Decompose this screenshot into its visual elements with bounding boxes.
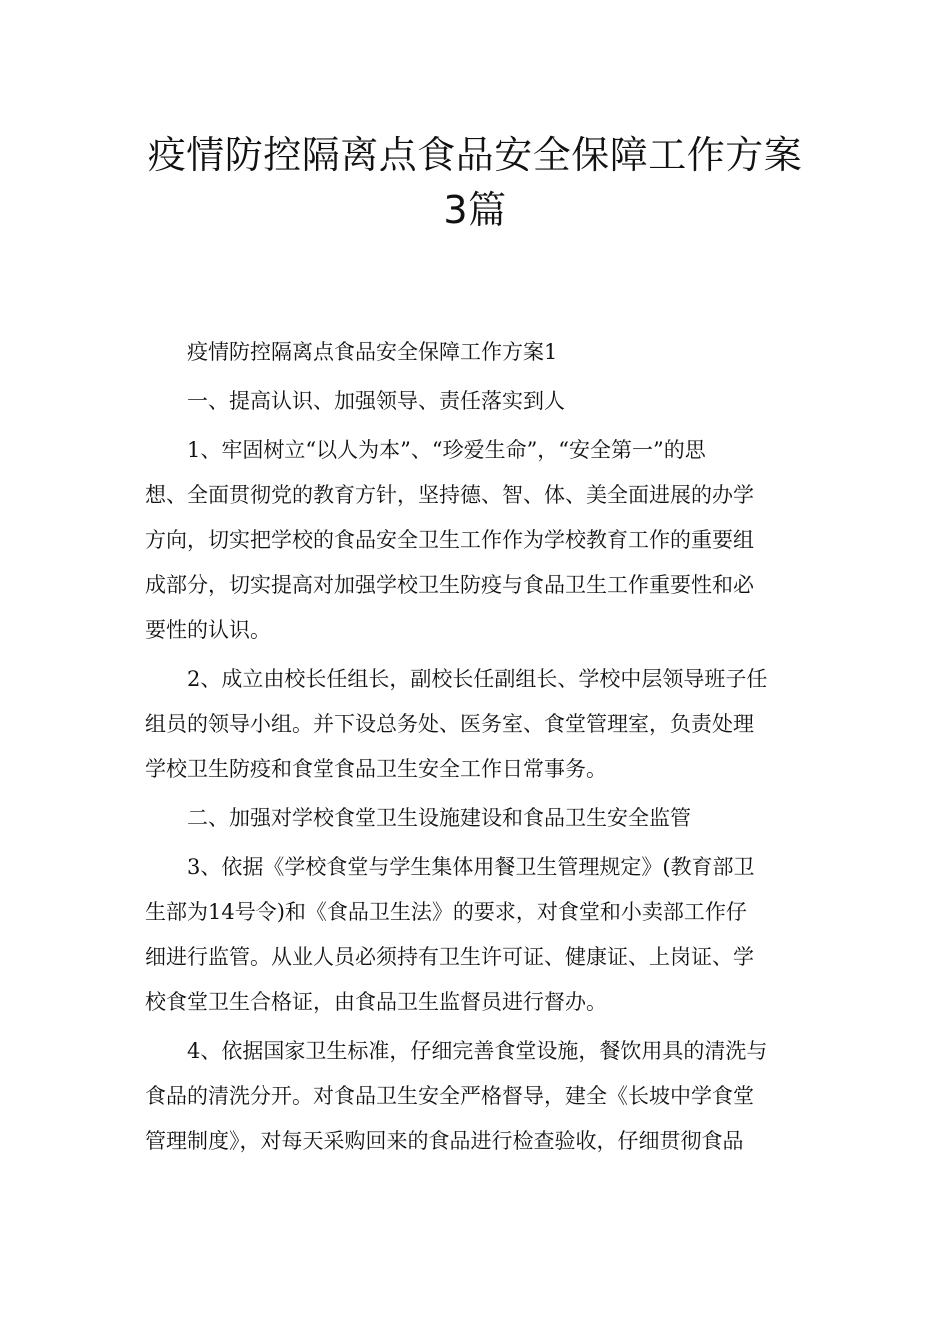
title-line-2: 3篇 [443,188,507,232]
paragraph-4 [145,1029,805,1164]
paragraph-line: 管理制度》，对每天采购回来的食品进行检查验收，仔细贯彻食品 [145,1129,744,1153]
paragraph-line: 方向，切实把学校的食品安全卫生工作作为学校教育工作的重要组 [145,528,754,552]
section-2-heading: 二、加强对学校食堂卫生设施建设和食品卫生安全监管 [187,806,691,830]
paragraph-line: 成部分，切实提高对加强学校卫生防疫与食品卫生工作重要性和必 [145,573,754,597]
document-body [145,330,805,1168]
plan-subtitle: 疫情防控隔离点食品安全保障工作方案1 [187,340,558,364]
paragraph-line: 3、依据《学校食堂与学生集体用餐卫生管理规定》(教育部卫 [187,855,755,879]
paragraph-line: 细进行监管。从业人员必须持有卫生许可证、健康证、上岗证、学 [145,945,754,969]
paragraph-line: 2、成立由校长任组长，副校长任副组长、学校中层领导班子任 [187,667,768,691]
paragraph-line: 想、全面贯彻党的教育方针，坚持德、智、体、美全面进展的办学 [145,483,754,507]
section-1-heading: 一、提高认识、加强领导、责任落实到人 [187,389,565,413]
paragraph-2 [145,657,805,792]
paragraph-line: 学校卫生防疫和食堂食品卫生安全工作日常事务。 [145,757,607,781]
paragraph-line: 校食堂卫生合格证，由食品卫生监督员进行督办。 [145,990,607,1014]
paragraph-line: 生部为14号令)和《食品卫生法》的要求，对食堂和小卖部工作仔 [145,900,747,924]
paragraph-1 [145,428,805,653]
paragraph-line: 要性的认识。 [145,618,271,642]
paragraph-3 [145,845,805,1025]
title-line-1: 疫情防控隔离点食品安全保障工作方案 [147,133,803,177]
paragraph-line: 组员的领导小组。并下设总务处、医务室、食堂管理室，负责处理 [145,712,754,736]
paragraph-line: 1、牢固树立“以人为本”、“珍爱生命”，“安全第一”的思 [187,438,706,462]
paragraph-line: 食品的清洗分开。对食品卫生安全严格督导，建全《长坡中学食堂 [145,1084,754,1108]
paragraph-line: 4、依据国家卫生标准，仔细完善食堂设施，餐饮用具的清洗与 [187,1039,768,1063]
document-title [140,128,810,238]
